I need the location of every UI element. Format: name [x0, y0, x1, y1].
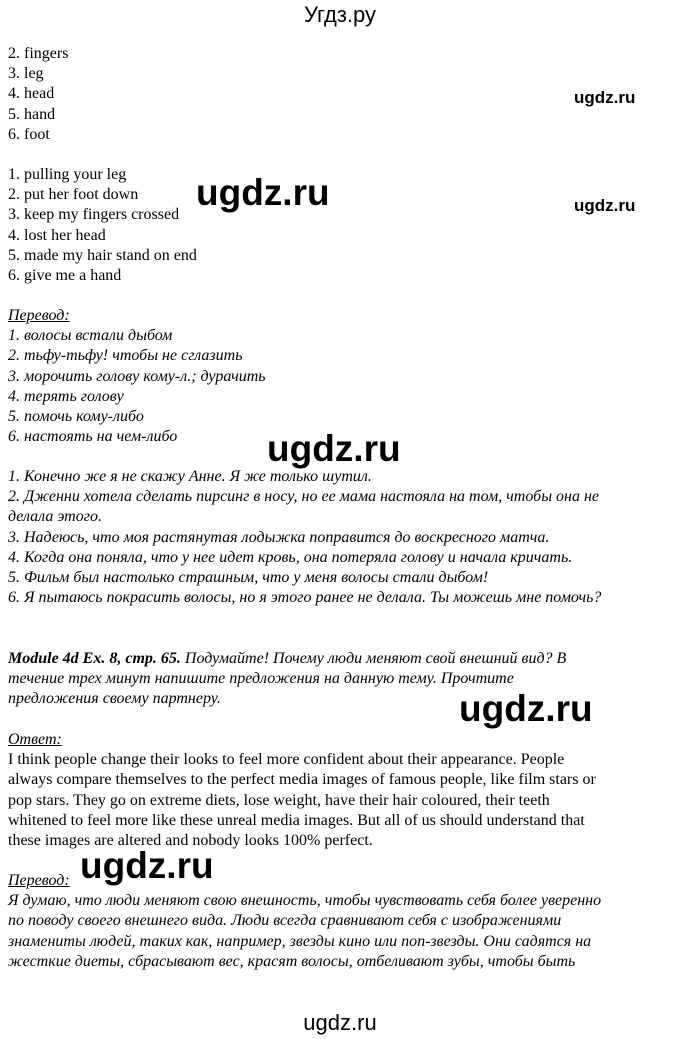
answer-line: I think people change their looks to feel more confident about their appearance. People [8, 751, 565, 769]
translation-line: Я думаю, что люди меняют свою внешность, чтобы чувствовать себя более уверенно [8, 892, 602, 910]
watermark: ugdz.ru [267, 428, 401, 469]
answer-line: always compare themselves to the perfect media images of famous people, like film stars or [8, 771, 596, 789]
list-item: 5. made my hair stand on end [8, 246, 197, 264]
sentence-line: 3. Надеюсь, что моя растянутая лодыжка поправится до воскресного матча. [8, 528, 550, 546]
answer-line: pop stars. They go on extreme diets, lose weight, have their hair coloured, their teeth [8, 791, 550, 809]
site-footer: ugdz.ru [303, 1010, 377, 1035]
sentence-line: 4. Когда она поняла, что у нее идет кровь, она потеряла голову и начала кричать. [8, 548, 573, 566]
list-item: 2. тьфу-тьфу! чтобы не сглазить [8, 347, 243, 365]
list-item: 3. морочить голову кому-л.; дурачить [8, 367, 266, 385]
sentence-line: 2. Дженни хотела сделать пирсинг в носу, но ее мама настояла на том, чтобы она не [8, 488, 600, 506]
answer-list-a [8, 44, 672, 145]
task-text: течение трех минут напишите предложения на данную тему. Прочтите [8, 670, 514, 688]
answer-line: whitened to feel more like these unreal media images. But all of us should understand that [8, 811, 585, 829]
translation-line: по поводу своего внешнего вида. Люди всегда сравнивают себя с изображениями [8, 912, 562, 930]
sentence-line: 5. Фильм был настолько страшным, что у меня волосы стали дыбом! [8, 569, 489, 587]
list-item: 4. терять голову [8, 387, 124, 405]
task-text: Подумайте! Почему люди меняют свой внешний вид? В [180, 650, 567, 667]
list-item: 2. fingers [8, 45, 69, 62]
site-header: Угдз.ру [303, 2, 377, 27]
watermark: ugdz.ru [80, 845, 214, 886]
watermark: ugdz.ru [574, 196, 636, 215]
answer-line: these images are altered and nobody looks 100% perfect. [8, 832, 373, 850]
translation-line: жесткие диеты, сбрасывают вес, красят волосы, отбеливают зубы, чтобы быть [8, 952, 576, 970]
list-item: 6. foot [8, 125, 50, 143]
list-item: 1. волосы встали дыбом [8, 327, 173, 345]
sentence-line: делала этого. [8, 508, 102, 526]
list-item: 4. lost her head [8, 226, 106, 244]
translation-label: Перевод: [8, 307, 70, 324]
sentence-line: 1. Конечно же я не скажу Анне. Я же только шутил. [8, 468, 372, 485]
watermark: ugdz.ru [574, 88, 636, 107]
sentence-translations [8, 467, 672, 608]
translation-section-1 [8, 306, 672, 447]
sentence-line: 6. Я пытаюсь покрасить волосы, но я этого ранее не делала. Ты можешь мне помочь? [8, 589, 602, 607]
answer-section [8, 730, 672, 851]
task-text: предложения своему партнеру. [8, 690, 221, 708]
watermark: ugdz.ru [459, 688, 593, 729]
list-item: 5. помочь кому-либо [8, 408, 144, 426]
answer-list-b [8, 165, 672, 286]
list-item: 5. hand [8, 105, 56, 123]
list-item: 1. pulling your leg [8, 166, 127, 183]
list-item: 3. keep my fingers crossed [8, 206, 180, 224]
translation-line: знамениты людей, таких как, например, звезды кино или поп-звезды. Они садятся на [8, 932, 592, 950]
list-item: 2. put her foot down [8, 186, 139, 204]
task-line-1 [8, 649, 672, 669]
answer-label: Ответ: [8, 731, 62, 748]
list-item: 3. leg [8, 65, 44, 83]
list-item: 6. настоять на чем-либо [8, 428, 178, 446]
watermark: ugdz.ru [196, 172, 330, 213]
translation-label: Перевод: [8, 872, 70, 889]
list-item: 4. head [8, 85, 55, 103]
list-item: 6. give me a hand [8, 267, 122, 285]
task-reference: Module 4d Ex. 8, стр. 65. [8, 650, 181, 667]
